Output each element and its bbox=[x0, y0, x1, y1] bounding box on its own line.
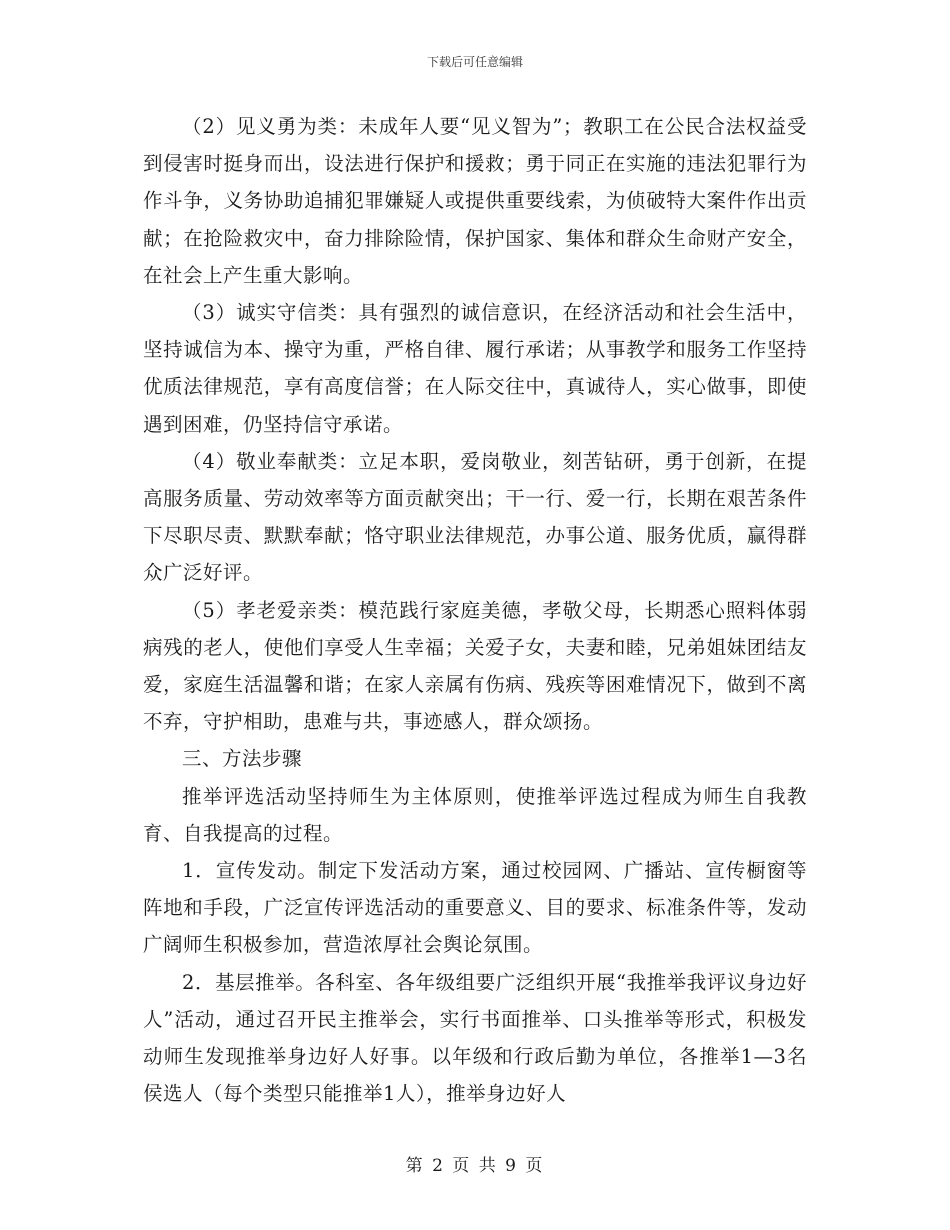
paragraph-step-1: 1．宣传发动。制定下发活动方案，通过校园网、广播站、宣传橱窗等阵地和手段，广泛宣传评选活动的重要意义、目的要求、标准条件等，发动广阔师生积极参加，营造浓厚社会舆论氛围。 bbox=[143, 859, 807, 957]
page-number: 第 2 页 共 9 页 bbox=[405, 1156, 545, 1176]
paragraph-brave: （2）见义勇为类：未成年人要“见义智为”；教职工在公民合法权益受到侵害时挺身而出，设法进行保护和援救；勇于同正在实施的违法犯罪行为作斗争，义务协助追捕犯罪嫌疑人或提供重要线索，为侦破特大案件作出贡献；在抢险救灾中，奋力排除险情，保护国家、集体和群众生命财产安全，在社会上产生重大影响。 bbox=[143, 115, 807, 287]
page-header: 下载后可任意编辑 bbox=[426, 55, 523, 69]
document-body bbox=[143, 108, 807, 1112]
paragraph-honesty: （3）诚实守信类：具有强烈的诚信意识，在经济活动和社会生活中，坚持诚信为本、操守为重，严格自律、履行承诺；从事教学和服务工作坚持优质法律规范，享有高度信誉；在人际交往中，真诚待人，实心做事，即使遇到困难，仍坚持信守承诺。 bbox=[143, 301, 807, 436]
paragraph-step-2: 2．基层推举。各科室、各年级组要广泛组织开展“我推举我评议身边好人”活动，通过召开民主推举会，实行书面推举、口头推举等形式，积极发动师生发现推举身边好人好事。以年级和行政后勤为单位，各推举1—3名侯选人（每个类型只能推举1人），推举身边好人 bbox=[143, 970, 807, 1106]
paragraph-dedication: （4）敬业奉献类：立足本职，爱岗敬业，刻苦钻研，勇于创新，在提高服务质量、劳动效率等方面贡献突出；干一行、爱一行，长期在艰苦条件下尽职尽责、默默奉献；恪守职业法律规范，办事公道、服务优质，赢得群众广泛好评。 bbox=[143, 449, 807, 585]
paragraph-filial: （5）孝老爱亲类：模范践行家庭美德，孝敬父母，长期悉心照料体弱病残的老人，使他们享受人生幸福；关爱子女，夫妻和睦，兄弟姐妹团结友爱，家庭生活温馨和谐；在家人亲属有伤病、残疾等困难情况下，做到不离不弃，守护相助，患难与共，事迹感人，群众颂扬。 bbox=[143, 598, 807, 734]
paragraph-principle: 推举评选活动坚持师生为主体原则，使推举评选过程成为师生自我教育、自我提高的过程。 bbox=[143, 784, 807, 845]
section-heading-methods: 三、方法步骤 bbox=[182, 747, 303, 771]
